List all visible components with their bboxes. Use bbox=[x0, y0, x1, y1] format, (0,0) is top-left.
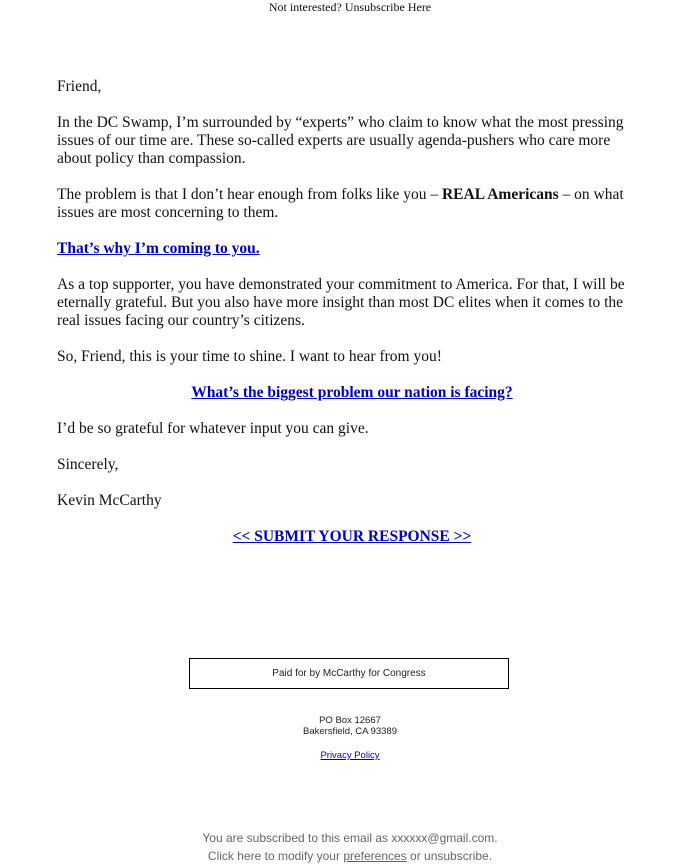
subscribed-notice: You are subscribed to this email as xxxxxx@gmail.com. bbox=[202, 831, 498, 845]
paragraph-2-end: – on what issues are most concerning to them. bbox=[57, 186, 624, 221]
preferences-link[interactable]: preferences bbox=[343, 849, 407, 863]
paragraph-2 bbox=[57, 186, 647, 222]
real-americans-emphasis: REAL Americans bbox=[441, 186, 559, 203]
paragraph-4: So, Friend, this is your time to shine. I want to hear from you! bbox=[57, 348, 442, 365]
greeting: Friend, bbox=[57, 78, 102, 95]
signature: Kevin McCarthy bbox=[57, 492, 162, 509]
address-line-1: PO Box 12667 bbox=[319, 715, 381, 726]
modify-text-end: or unsubscribe. bbox=[406, 849, 493, 863]
mailing-address bbox=[0, 715, 700, 737]
privacy-policy-link[interactable]: Privacy Policy bbox=[320, 750, 380, 761]
modify-preferences-line bbox=[0, 847, 700, 865]
coming-to-you-link[interactable]: That’s why I’m coming to you. bbox=[57, 240, 260, 257]
paragraph-1: In the DC Swamp, I’m surrounded by “experts” who claim to know what the most pressing issues of our time are. These so-called experts are usually agenda-pushers who care more about policy than compassion. bbox=[57, 114, 624, 167]
submit-response-button[interactable]: << SUBMIT YOUR RESPONSE >> bbox=[232, 528, 472, 545]
paragraph-2-start: The problem is that I don’t hear enough from folks like you – bbox=[57, 186, 442, 203]
paragraph-3: As a top supporter, you have demonstrated your commitment to America. For that, I will be eternally grateful. But you also have more insight than most DC elites when it comes to the real issues facing our country’s citizens. bbox=[57, 276, 625, 329]
subscription-footer bbox=[0, 829, 700, 865]
paid-for-disclaimer: Paid for by McCarthy for Congress bbox=[189, 658, 509, 689]
biggest-problem-link[interactable]: What’s the biggest problem our nation is facing? bbox=[191, 384, 513, 401]
address-line-2: Bakersfield, CA 93389 bbox=[302, 726, 397, 737]
unsubscribe-link[interactable]: Not interested? Unsubscribe Here bbox=[268, 0, 432, 14]
closing: Sincerely, bbox=[57, 456, 119, 473]
paragraph-5: I’d be so grateful for whatever input you can give. bbox=[57, 420, 369, 437]
email-body bbox=[57, 78, 647, 564]
modify-text-start: Click here to modify your bbox=[207, 849, 344, 863]
